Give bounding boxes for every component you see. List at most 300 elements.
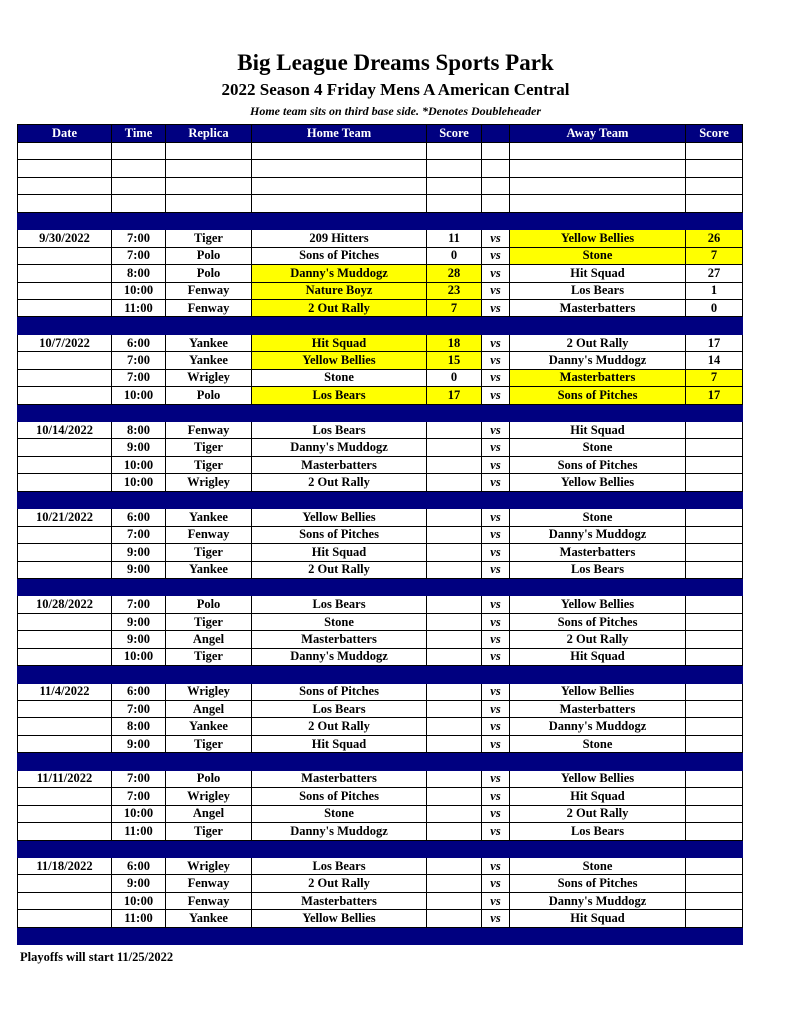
blank-cell: [510, 195, 686, 212]
separator-cell: [482, 491, 510, 508]
vs-cell: vs: [482, 282, 510, 299]
vs-cell: vs: [482, 474, 510, 491]
separator-cell: [252, 578, 427, 595]
table-row: [18, 805, 743, 822]
home-score-cell: [427, 422, 482, 439]
table-row: [18, 439, 743, 456]
blank-cell: [18, 177, 112, 194]
home-team-cell: 2 Out Rally: [252, 561, 427, 578]
home-team-cell: 2 Out Rally: [252, 718, 427, 735]
home-score-cell: 28: [427, 265, 482, 282]
replica-cell: Tiger: [166, 613, 252, 630]
date-cell: [18, 456, 112, 473]
date-cell: [18, 823, 112, 840]
blank-cell: [112, 177, 166, 194]
table-row: [18, 857, 743, 874]
home-score-cell: [427, 735, 482, 752]
vs-cell: vs: [482, 648, 510, 665]
away-score-cell: [686, 613, 743, 630]
separator-cell: [252, 927, 427, 944]
blank-cell: [18, 195, 112, 212]
away-team-cell: Masterbatters: [510, 369, 686, 386]
away-team-cell: Stone: [510, 857, 686, 874]
blank-cell: [510, 177, 686, 194]
separator-cell: [252, 840, 427, 857]
away-team-cell: Hit Squad: [510, 910, 686, 927]
time-cell: 9:00: [112, 875, 166, 892]
home-score-cell: [427, 631, 482, 648]
replica-cell: Fenway: [166, 282, 252, 299]
replica-cell: Yankee: [166, 352, 252, 369]
home-score-cell: 18: [427, 334, 482, 351]
table-row: [18, 265, 743, 282]
replica-cell: Wrigley: [166, 474, 252, 491]
separator-cell: [427, 317, 482, 334]
table-row: [18, 823, 743, 840]
date-cell: [18, 369, 112, 386]
home-team-cell: Yellow Bellies: [252, 910, 427, 927]
separator-cell: [112, 840, 166, 857]
away-team-cell: Masterbatters: [510, 544, 686, 561]
blank-cell: [252, 160, 427, 177]
away-score-cell: 17: [686, 387, 743, 404]
time-cell: 6:00: [112, 334, 166, 351]
home-team-cell: Stone: [252, 613, 427, 630]
time-cell: 8:00: [112, 265, 166, 282]
time-cell: 11:00: [112, 910, 166, 927]
separator-cell: [686, 491, 743, 508]
home-score-cell: [427, 544, 482, 561]
blank-cell: [166, 160, 252, 177]
separator-cell: [510, 212, 686, 229]
vs-cell: vs: [482, 770, 510, 787]
separator-cell: [18, 212, 112, 229]
home-team-cell: Sons of Pitches: [252, 247, 427, 264]
replica-cell: Tiger: [166, 544, 252, 561]
time-cell: 9:00: [112, 735, 166, 752]
blank-cell: [686, 160, 743, 177]
week-separator: [18, 840, 743, 857]
separator-cell: [252, 491, 427, 508]
blank-cell: [18, 143, 112, 160]
home-team-cell: Masterbatters: [252, 770, 427, 787]
separator-cell: [686, 578, 743, 595]
separator-cell: [166, 927, 252, 944]
home-team-cell: Danny's Muddogz: [252, 823, 427, 840]
table-row: [18, 770, 743, 787]
home-score-cell: [427, 823, 482, 840]
away-score-cell: 26: [686, 230, 743, 247]
home-team-cell: Yellow Bellies: [252, 509, 427, 526]
separator-cell: [482, 753, 510, 770]
time-cell: 10:00: [112, 474, 166, 491]
away-team-cell: 2 Out Rally: [510, 631, 686, 648]
separator-cell: [686, 317, 743, 334]
date-cell: 11/18/2022: [18, 857, 112, 874]
blank-cell: [252, 143, 427, 160]
vs-cell: vs: [482, 369, 510, 386]
time-cell: 7:00: [112, 352, 166, 369]
vs-cell: vs: [482, 544, 510, 561]
table-row: [18, 230, 743, 247]
vs-cell: vs: [482, 439, 510, 456]
separator-cell: [510, 927, 686, 944]
vs-cell: vs: [482, 334, 510, 351]
away-score-cell: [686, 718, 743, 735]
time-cell: 10:00: [112, 648, 166, 665]
away-score-cell: [686, 788, 743, 805]
home-score-cell: [427, 892, 482, 909]
away-team-cell: Los Bears: [510, 282, 686, 299]
separator-cell: [482, 578, 510, 595]
away-team-cell: Danny's Muddogz: [510, 352, 686, 369]
col-header-home-team: Home Team: [252, 125, 427, 143]
date-cell: [18, 805, 112, 822]
away-team-cell: Sons of Pitches: [510, 387, 686, 404]
vs-cell: vs: [482, 561, 510, 578]
vs-cell: vs: [482, 299, 510, 316]
date-cell: [18, 613, 112, 630]
separator-cell: [427, 404, 482, 421]
separator-cell: [166, 404, 252, 421]
home-score-cell: [427, 683, 482, 700]
replica-cell: Yankee: [166, 910, 252, 927]
home-team-cell: Yellow Bellies: [252, 352, 427, 369]
table-row: [18, 526, 743, 543]
separator-cell: [18, 927, 112, 944]
replica-cell: Yankee: [166, 334, 252, 351]
separator-cell: [482, 666, 510, 683]
away-score-cell: [686, 735, 743, 752]
blank-cell: [427, 177, 482, 194]
away-score-cell: [686, 456, 743, 473]
date-cell: [18, 910, 112, 927]
home-score-cell: 23: [427, 282, 482, 299]
home-team-cell: Danny's Muddogz: [252, 648, 427, 665]
home-team-cell: Danny's Muddogz: [252, 265, 427, 282]
home-team-cell: 2 Out Rally: [252, 299, 427, 316]
blank-cell: [482, 195, 510, 212]
replica-cell: Polo: [166, 770, 252, 787]
home-team-cell: Masterbatters: [252, 631, 427, 648]
time-cell: 9:00: [112, 561, 166, 578]
home-team-cell: Los Bears: [252, 422, 427, 439]
time-cell: 7:00: [112, 526, 166, 543]
away-score-cell: 17: [686, 334, 743, 351]
away-score-cell: 1: [686, 282, 743, 299]
home-team-cell: Hit Squad: [252, 735, 427, 752]
away-team-cell: Sons of Pitches: [510, 875, 686, 892]
table-row: [18, 701, 743, 718]
replica-cell: Fenway: [166, 875, 252, 892]
date-cell: [18, 701, 112, 718]
vs-cell: vs: [482, 247, 510, 264]
away-team-cell: Hit Squad: [510, 422, 686, 439]
home-score-cell: [427, 526, 482, 543]
separator-cell: [510, 491, 686, 508]
separator-cell: [166, 317, 252, 334]
blank-cell: [686, 177, 743, 194]
blank-cell: [112, 195, 166, 212]
table-header-row: [18, 125, 743, 143]
away-team-cell: Stone: [510, 509, 686, 526]
vs-cell: vs: [482, 892, 510, 909]
home-team-cell: Sons of Pitches: [252, 683, 427, 700]
table-row: [18, 422, 743, 439]
separator-cell: [510, 404, 686, 421]
date-cell: [18, 892, 112, 909]
separator-cell: [686, 753, 743, 770]
table-row: [18, 544, 743, 561]
separator-cell: [166, 666, 252, 683]
vs-cell: vs: [482, 823, 510, 840]
date-cell: [18, 265, 112, 282]
separator-cell: [112, 317, 166, 334]
replica-cell: Tiger: [166, 456, 252, 473]
date-cell: [18, 439, 112, 456]
away-score-cell: [686, 892, 743, 909]
week-separator: [18, 404, 743, 421]
time-cell: 8:00: [112, 718, 166, 735]
home-team-cell: Los Bears: [252, 701, 427, 718]
separator-cell: [166, 212, 252, 229]
vs-cell: vs: [482, 526, 510, 543]
replica-cell: Fenway: [166, 299, 252, 316]
replica-cell: Angel: [166, 631, 252, 648]
away-team-cell: Stone: [510, 735, 686, 752]
table-row: [18, 334, 743, 351]
separator-cell: [112, 491, 166, 508]
date-cell: [18, 247, 112, 264]
separator-cell: [427, 753, 482, 770]
vs-cell: vs: [482, 509, 510, 526]
time-cell: 9:00: [112, 439, 166, 456]
table-row: [18, 596, 743, 613]
away-score-cell: [686, 857, 743, 874]
home-score-cell: 17: [427, 387, 482, 404]
away-team-cell: Yellow Bellies: [510, 474, 686, 491]
away-score-cell: [686, 422, 743, 439]
date-cell: 10/28/2022: [18, 596, 112, 613]
separator-cell: [252, 753, 427, 770]
separator-cell: [510, 666, 686, 683]
replica-cell: Fenway: [166, 892, 252, 909]
page-note: Home team sits on third base side. *Denotes Doubleheader: [250, 104, 541, 118]
away-score-cell: 7: [686, 369, 743, 386]
replica-cell: Polo: [166, 265, 252, 282]
table-row: [18, 474, 743, 491]
blank-cell: [18, 160, 112, 177]
blank-cell: [252, 195, 427, 212]
week-separator: [18, 212, 743, 229]
date-cell: [18, 631, 112, 648]
replica-cell: Wrigley: [166, 683, 252, 700]
time-cell: 7:00: [112, 788, 166, 805]
blank-cell: [482, 160, 510, 177]
separator-cell: [112, 666, 166, 683]
vs-cell: vs: [482, 265, 510, 282]
time-cell: 9:00: [112, 631, 166, 648]
date-cell: [18, 875, 112, 892]
vs-cell: vs: [482, 387, 510, 404]
replica-cell: Polo: [166, 247, 252, 264]
home-team-cell: Danny's Muddogz: [252, 439, 427, 456]
time-cell: 7:00: [112, 369, 166, 386]
vs-cell: vs: [482, 683, 510, 700]
blank-cell: [112, 143, 166, 160]
vs-cell: vs: [482, 701, 510, 718]
replica-cell: Angel: [166, 701, 252, 718]
home-score-cell: [427, 875, 482, 892]
away-score-cell: [686, 474, 743, 491]
table-row: [18, 299, 743, 316]
separator-cell: [252, 317, 427, 334]
vs-cell: vs: [482, 631, 510, 648]
home-score-cell: [427, 439, 482, 456]
separator-cell: [166, 840, 252, 857]
table-row: [18, 648, 743, 665]
vs-cell: vs: [482, 613, 510, 630]
replica-cell: Yankee: [166, 509, 252, 526]
home-team-cell: Nature Boyz: [252, 282, 427, 299]
home-team-cell: 209 Hitters: [252, 230, 427, 247]
separator-cell: [18, 317, 112, 334]
away-score-cell: [686, 439, 743, 456]
blank-cell: [427, 143, 482, 160]
blank-row: [18, 177, 743, 194]
separator-cell: [482, 927, 510, 944]
time-cell: 6:00: [112, 509, 166, 526]
blank-cell: [166, 195, 252, 212]
vs-cell: vs: [482, 805, 510, 822]
home-team-cell: Los Bears: [252, 387, 427, 404]
time-cell: 10:00: [112, 456, 166, 473]
table-row: [18, 875, 743, 892]
separator-cell: [18, 753, 112, 770]
blank-cell: [482, 143, 510, 160]
home-score-cell: [427, 788, 482, 805]
home-score-cell: [427, 456, 482, 473]
time-cell: 11:00: [112, 299, 166, 316]
table-row: [18, 892, 743, 909]
page-subtitle: 2022 Season 4 Friday Mens A American Central: [221, 80, 570, 99]
away-score-cell: [686, 631, 743, 648]
table-row: [18, 683, 743, 700]
date-cell: [18, 718, 112, 735]
blank-cell: [427, 195, 482, 212]
away-team-cell: Danny's Muddogz: [510, 718, 686, 735]
separator-cell: [427, 491, 482, 508]
separator-cell: [510, 753, 686, 770]
home-team-cell: Masterbatters: [252, 456, 427, 473]
vs-cell: vs: [482, 788, 510, 805]
away-team-cell: 2 Out Rally: [510, 805, 686, 822]
blank-cell: [166, 177, 252, 194]
table-row: [18, 788, 743, 805]
home-score-cell: 15: [427, 352, 482, 369]
table-row: [18, 369, 743, 386]
date-cell: [18, 544, 112, 561]
date-cell: [18, 561, 112, 578]
table-row: [18, 631, 743, 648]
date-cell: 10/21/2022: [18, 509, 112, 526]
away-score-cell: [686, 526, 743, 543]
blank-row: [18, 143, 743, 160]
away-team-cell: Stone: [510, 439, 686, 456]
page-title: Big League Dreams Sports Park: [237, 50, 554, 75]
home-team-cell: Hit Squad: [252, 334, 427, 351]
away-team-cell: Hit Squad: [510, 788, 686, 805]
week-separator: [18, 491, 743, 508]
week-separator: [18, 317, 743, 334]
separator-cell: [482, 840, 510, 857]
date-cell: [18, 648, 112, 665]
away-team-cell: Sons of Pitches: [510, 456, 686, 473]
table-row: [18, 387, 743, 404]
date-cell: 10/7/2022: [18, 334, 112, 351]
away-team-cell: Yellow Bellies: [510, 683, 686, 700]
separator-cell: [427, 840, 482, 857]
separator-cell: [427, 212, 482, 229]
date-cell: [18, 387, 112, 404]
time-cell: 10:00: [112, 805, 166, 822]
away-score-cell: [686, 596, 743, 613]
time-cell: 10:00: [112, 387, 166, 404]
separator-cell: [112, 578, 166, 595]
separator-cell: [252, 666, 427, 683]
separator-cell: [18, 666, 112, 683]
separator-cell: [18, 578, 112, 595]
separator-cell: [112, 404, 166, 421]
home-score-cell: [427, 509, 482, 526]
table-row: [18, 561, 743, 578]
separator-cell: [686, 840, 743, 857]
date-cell: 9/30/2022: [18, 230, 112, 247]
separator-cell: [166, 578, 252, 595]
vs-cell: vs: [482, 735, 510, 752]
separator-cell: [18, 840, 112, 857]
home-score-cell: [427, 770, 482, 787]
away-team-cell: Sons of Pitches: [510, 613, 686, 630]
away-score-cell: [686, 648, 743, 665]
separator-cell: [482, 212, 510, 229]
away-team-cell: Yellow Bellies: [510, 770, 686, 787]
replica-cell: Yankee: [166, 718, 252, 735]
home-score-cell: [427, 718, 482, 735]
home-score-cell: [427, 648, 482, 665]
col-header-home-score: Score: [427, 125, 482, 143]
separator-cell: [18, 404, 112, 421]
separator-cell: [686, 927, 743, 944]
separator-cell: [686, 404, 743, 421]
blank-cell: [686, 143, 743, 160]
date-cell: [18, 788, 112, 805]
table-row: [18, 282, 743, 299]
home-team-cell: 2 Out Rally: [252, 875, 427, 892]
vs-cell: vs: [482, 596, 510, 613]
table-row: [18, 247, 743, 264]
replica-cell: Wrigley: [166, 369, 252, 386]
separator-cell: [112, 212, 166, 229]
vs-cell: vs: [482, 456, 510, 473]
blank-cell: [510, 160, 686, 177]
time-cell: 6:00: [112, 857, 166, 874]
replica-cell: Tiger: [166, 230, 252, 247]
replica-cell: Fenway: [166, 526, 252, 543]
away-team-cell: Los Bears: [510, 823, 686, 840]
away-score-cell: [686, 701, 743, 718]
separator-cell: [252, 404, 427, 421]
